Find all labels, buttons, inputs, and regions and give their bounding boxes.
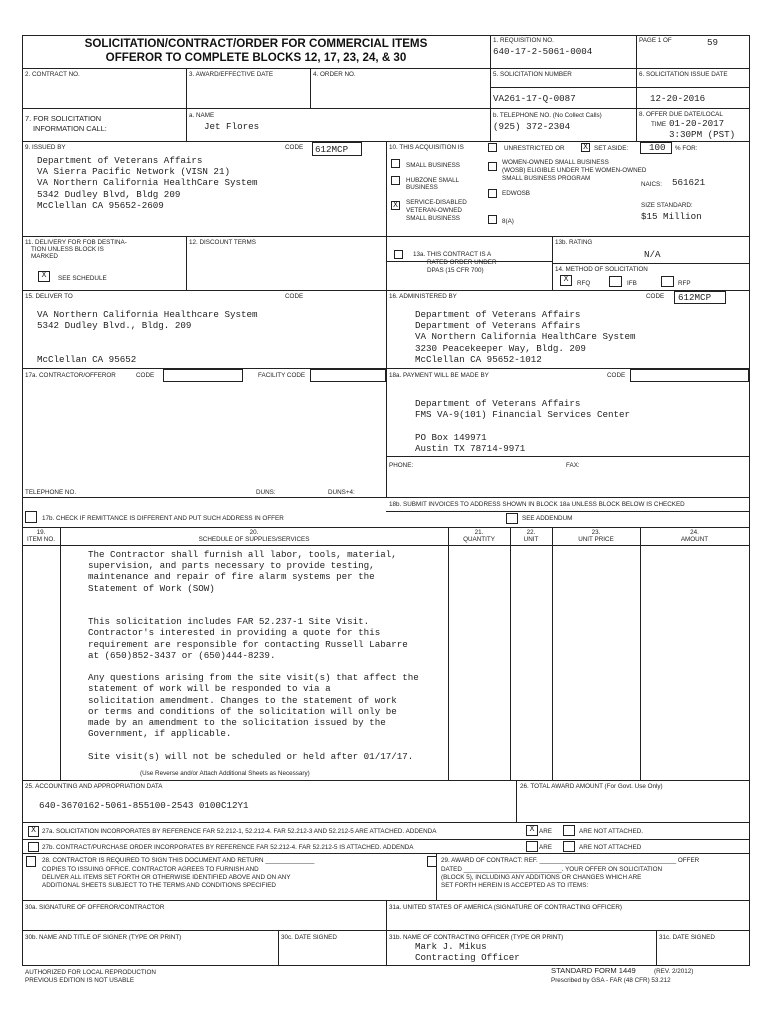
b30b-label: 30b. NAME AND TITLE OF SIGNER (TYPE OR PRINT)	[25, 934, 182, 941]
b14-label: 14. METHOD OF SOLICITATION	[555, 266, 648, 273]
col20-num: 20.	[249, 529, 259, 536]
footer-reproduction: AUTHORIZED FOR LOCAL REPRODUCTION	[25, 969, 156, 976]
wosb-label: WOMEN-OWNED SMALL BUSINESS	[502, 159, 609, 166]
remittance-checkbox[interactable]	[25, 511, 37, 523]
eight-a-label: 8(A)	[502, 218, 514, 225]
rule	[22, 822, 750, 823]
footer-prescribed: Prescribed by GSA - FAR (48 CFR) 53.212	[551, 977, 671, 984]
solicitation-number: VA261-17-Q-0087	[493, 93, 576, 104]
form-title: SOLICITATION/CONTRACT/ORDER FOR COMMERCIAL ITEMS	[84, 37, 428, 50]
b9-code: 612MCP	[315, 144, 349, 155]
rated-order-checkbox[interactable]	[394, 250, 403, 259]
hubzone-checkbox[interactable]	[391, 176, 400, 185]
b28-checkbox[interactable]	[26, 856, 36, 867]
size-std-value: $15 Million	[641, 211, 702, 222]
rule	[490, 87, 750, 88]
col23-header: UNIT PRICE	[578, 536, 614, 543]
rule	[60, 527, 61, 780]
b31a-label: 31a. UNITED STATES OF AMERICA (SIGNATURE OF CONTRACTING OFFICER)	[389, 904, 623, 911]
size-std-label: SIZE STANDARD:	[641, 202, 693, 209]
page-count: 59	[707, 37, 719, 48]
b16-code: 612MCP	[678, 292, 712, 303]
b18a-label: 18a. PAYMENT WILL BE MADE BY	[389, 372, 489, 379]
b8-label: 8. OFFER DUE DATE/LOCAL	[639, 111, 723, 118]
b8-time-label: TIME	[651, 121, 667, 128]
b28-label-3: DELIVER ALL ITEMS SET FORTH OR OTHERWISE IDENTIFIED ABOVE AND ON ANY	[42, 874, 291, 881]
sdvosb-label: SERVICE-DISABLED	[406, 199, 467, 206]
eight-a-checkbox[interactable]	[488, 215, 497, 224]
small-business-label: SMALL BUSINESS	[406, 162, 461, 169]
see-schedule-checkbox[interactable]: X	[38, 271, 50, 282]
b27b-are-label: ARE	[539, 844, 552, 851]
b27a-are-checkbox[interactable]: X	[526, 825, 538, 836]
rule	[448, 527, 449, 780]
see-addendum-checkbox[interactable]	[506, 513, 518, 524]
administered-by-address: Department of Veterans Affairs Department of Veterans Affairs VA Northern California HealthCare System 3230 Peacekeeper Way, Bldg. 209 McClellan CA 95652-1012	[415, 309, 636, 365]
offer-due-date: 01-20-2017	[669, 118, 725, 129]
unrestricted-label: UNRESTRICTED OR	[504, 145, 565, 152]
b31c-label: 31c. DATE SIGNED	[659, 934, 715, 941]
b27b-checkbox[interactable]	[28, 842, 39, 852]
offer-due-time: 3:30PM (PST)	[669, 129, 736, 140]
page-label: PAGE 1 OF	[639, 37, 672, 44]
rule	[186, 68, 187, 108]
rule	[22, 35, 23, 965]
b15-label: 15. DELIVER TO	[25, 293, 73, 300]
sdvosb-checkbox[interactable]: X	[391, 201, 400, 210]
col24-header: AMOUNT	[680, 536, 709, 543]
b11-label: 11. DELIVERY FOR FOB DESTINA-	[25, 239, 127, 246]
wosb-label-3: SMALL BUSINESS PROGRAM	[502, 175, 591, 182]
contractor-code-field[interactable]	[163, 369, 243, 382]
rule	[22, 35, 750, 36]
req-label: 1. REQUISITION NO.	[493, 37, 554, 44]
rule	[490, 35, 491, 141]
rule	[310, 68, 311, 108]
col21-header: QUANTITY	[463, 536, 495, 543]
reverse-note: (Use Reverse and/or Attach Additional Sheets as Necessary)	[140, 770, 310, 777]
b27a-checkbox[interactable]: X	[28, 826, 39, 837]
facility-code-label: FACILITY CODE	[258, 372, 306, 379]
issued-by-address: Department of Veterans Affairs VA Sierra Pacific Network (VISN 21) VA Northern California HealthCare System 5342 Dudley Blvd, Bldg 209 McClellan CA 95652-2609	[37, 155, 258, 211]
b27a-are-not-checkbox[interactable]	[563, 825, 575, 836]
rule	[22, 965, 750, 966]
rule	[636, 35, 637, 141]
rule	[386, 456, 750, 457]
b27a-are-not-label: ARE NOT ATTACHED.	[579, 828, 644, 835]
b26-label: 26. TOTAL AWARD AMOUNT (For Govt. Use Only)	[520, 783, 663, 790]
b11-label-2: TION UNLESS BLOCK IS	[31, 246, 104, 253]
wosb-checkbox[interactable]	[488, 162, 497, 171]
rating-value: N/A	[644, 249, 661, 260]
phone-label: PHONE:	[389, 462, 414, 469]
rfp-checkbox[interactable]	[661, 276, 674, 287]
schedule-description: The Contractor shall furnish all labor, tools, material, supervision, and parts necessary to provide testing, maintenance and repair of fire alarm systems per the Statement of Work (SOW) This solicitation includes FAR 52.237-1 Site Visit. Contractor's interested in providing a quote for this requirement are responsible for contacting Russell Labarre at (650)852-3437 or (650)444-8239. Any questions arising from the site visit(s) that affect the statement of work will be responded to via a solicitation amendment. Changes to the statement of work or terms and conditions of the solicitation will only be made by an amendment to the solicitation issued by the Government, if applicable. Site visit(s) will not be scheduled or held after 01/17/17.	[88, 549, 419, 762]
b18b-label: 18b. SUBMIT INVOICES TO ADDRESS SHOWN IN BLOCK 18a UNLESS BLOCK BELOW IS CHECKED	[389, 501, 685, 508]
b10-label: 10. THIS ACQUISITION IS	[389, 144, 464, 151]
accounting-data: 640-3670162-5061-855100-2543 0100C12Y1	[39, 800, 249, 811]
col19-num: 19.	[36, 529, 46, 536]
b15-code-label: CODE	[285, 293, 304, 300]
rule	[656, 930, 657, 965]
edwosb-checkbox[interactable]	[488, 189, 497, 198]
b7-label: 7. FOR SOLICITATION	[25, 114, 102, 123]
ifb-checkbox[interactable]	[609, 276, 622, 287]
req-value: 640-17-2-5061-0004	[493, 46, 593, 57]
rule	[278, 930, 279, 965]
ifb-label: IFB	[627, 280, 637, 287]
small-business-checkbox[interactable]	[391, 159, 400, 168]
duns4-label: DUNS+4:	[328, 489, 355, 496]
b13a-label-3: DPAS (15 CFR 700)	[427, 267, 484, 274]
b30c-label: 30c. DATE SIGNED	[281, 934, 337, 941]
col19-header: ITEM NO.	[27, 536, 55, 543]
rule	[22, 853, 750, 854]
rule	[22, 839, 750, 840]
rule	[186, 108, 187, 141]
b31b-label: 31b. NAME OF CONTRACTING OFFICER (TYPE OR PRINT)	[389, 934, 564, 941]
rfp-label: RFP	[678, 280, 691, 287]
naics-value: 561621	[672, 177, 706, 188]
b6-label: 6. SOLICITATION ISSUE DATE	[639, 71, 728, 78]
col22-header: UNIT	[523, 536, 539, 543]
b27a-label: 27a. SOLICITATION INCORPORATES BY REFERENCE FAR 52.212-1, 52.212-4. FAR 52.212-3 AND 52.212-5 ARE ATTACHED. ADDENDA	[42, 828, 437, 835]
set-aside-checkbox[interactable]: X	[581, 143, 590, 152]
edwosb-label: EDWOSB	[502, 190, 530, 197]
b18a-code-label: CODE	[607, 372, 626, 379]
b25-label: 25. ACCOUNTING AND APPROPRIATION DATA	[25, 783, 163, 790]
b29-label: 29. AWARD OF CONTRACT: REF. _______________________________________ OFFER	[441, 857, 700, 864]
contact-name: Jet Flores	[204, 121, 260, 132]
see-addendum-label: SEE ADDENDUM	[522, 515, 573, 522]
col24-num: 24.	[690, 529, 699, 536]
b7a-label: a. NAME	[189, 112, 215, 119]
naics-label: NAICS:	[641, 181, 662, 188]
rule	[552, 263, 750, 264]
unrestricted-checkbox[interactable]	[488, 143, 497, 152]
rule	[552, 527, 553, 780]
rule	[386, 511, 750, 512]
b28-label-4: ADDITIONAL SHEETS SUBJECT TO THE TERMS AND CONDITIONS SPECIFIED	[42, 882, 276, 889]
pct-for-label: % FOR:	[675, 145, 698, 152]
rule	[749, 35, 750, 965]
b11-label-3: MARKED	[31, 253, 58, 260]
hubzone-label-2: BUSINESS	[406, 184, 438, 191]
b16-code-label: CODE	[646, 293, 665, 300]
form-subtitle: OFFEROR TO COMPLETE BLOCKS 12, 17, 23, 24, & 30	[105, 51, 407, 64]
rfq-label: RFQ	[577, 280, 591, 287]
issue-date: 12-20-2016	[650, 93, 706, 104]
rule	[22, 497, 750, 498]
b13b-label: 13b. RATING	[555, 239, 593, 246]
b17a-code-label: CODE	[136, 372, 155, 379]
b27b-are-checkbox[interactable]	[526, 841, 538, 852]
rule	[386, 900, 387, 965]
rule	[552, 236, 553, 290]
b29-label-4: SET FORTH HEREIN IS ACCEPTED AS TO ITEMS:	[441, 882, 589, 889]
b29-checkbox[interactable]	[427, 856, 437, 867]
b9-label: 9. ISSUED BY	[25, 144, 66, 151]
col23-num: 23.	[591, 529, 601, 536]
b27a-are-label: ARE	[539, 828, 552, 835]
rule	[22, 780, 750, 781]
footer-edition: PREVIOUS EDITION IS NOT USABLE	[25, 977, 135, 984]
b27b-are-not-label: ARE NOT ATTACHED	[579, 844, 642, 851]
b29-label-2: DATED ____________________________. YOUR OFFER ON SOLICITATION	[441, 866, 663, 873]
b27b-are-not-checkbox[interactable]	[563, 841, 575, 852]
b17a-label: 17a. CONTRACTOR/OFFEROR	[25, 372, 116, 379]
contact-phone: (925) 372-2304	[493, 121, 571, 132]
set-aside-label: SET ASIDE:	[594, 145, 629, 152]
b7b-label: b. TELEPHONE NO. (No Collect Calls)	[493, 112, 602, 119]
sdvosb-label-2: VETERAN-OWNED	[406, 207, 462, 214]
b29-label-3: (BLOCK 5), INCLUDING ANY ADDITIONS OR CHANGES WHICH ARE	[441, 874, 642, 881]
b17b-label: 17b. CHECK IF REMITTANCE IS DIFFERENT AND PUT SUCH ADDRESS IN OFFER	[42, 515, 284, 522]
b5-label: 5. SOLICITATION NUMBER	[493, 71, 572, 78]
b13a-label: 13a. THIS CONTRACT IS A	[413, 251, 492, 258]
b13a-label-2: RATED ORDER UNDER	[427, 259, 497, 266]
b28-label-2: COPIES TO ISSUING OFFICE. CONTRACTOR AGREES TO FURNISH AND	[42, 866, 259, 873]
see-schedule-label: SEE SCHEDULE	[58, 275, 107, 282]
sdvosb-label-3: SMALL BUSINESS	[406, 215, 461, 222]
rule	[386, 141, 387, 497]
b12-label: 12. DISCOUNT TERMS	[189, 239, 256, 246]
b28-label: 28. CONTRACTOR IS REQUIRED TO SIGN THIS DOCUMENT AND RETURN ______________	[42, 857, 315, 864]
payment-address: Department of Veterans Affairs FMS VA-9(101) Financial Services Center PO Box 149971 Austin TX 78714-9971	[415, 398, 631, 454]
footer-rev: (REV. 2/2012)	[654, 968, 694, 975]
b4-label: 4. ORDER NO.	[313, 71, 356, 78]
b7-label-2: INFORMATION CALL:	[33, 124, 107, 133]
footer-form-name: STANDARD FORM 1449	[551, 966, 636, 975]
payment-code-field[interactable]	[630, 369, 749, 382]
duns-label: DUNS:	[256, 489, 276, 496]
rule	[22, 68, 750, 69]
fax-label: FAX:	[566, 462, 580, 469]
telephone-label: TELEPHONE NO.	[25, 489, 77, 496]
contracting-officer: Mark J. Mikus Contracting Officer	[415, 941, 520, 964]
b3-label: 3. AWARD/EFFECTIVE DATE	[189, 71, 274, 78]
col21-num: 21.	[474, 529, 484, 536]
b2-label: 2. CONTRACT NO.	[25, 71, 80, 78]
hubzone-label: HUBZONE SMALL	[406, 177, 460, 184]
col22-num: 22.	[526, 529, 536, 536]
rule	[186, 236, 187, 290]
col20-header: SCHEDULE OF SUPPLIES/SERVICES	[198, 536, 310, 543]
wosb-label-2: (WOSB) ELIGIBLE UNDER THE WOMEN-OWNED	[502, 167, 647, 174]
rfq-checkbox[interactable]: X	[560, 275, 572, 286]
rule	[510, 527, 511, 780]
rule	[22, 108, 750, 109]
rule	[640, 527, 641, 780]
b27b-label: 27b. CONTRACT/PURCHASE ORDER INCORPORATES BY REFERENCE FAR 52.212-4. FAR 52.212-5 IS ATTACHED. ADDENDA	[42, 844, 414, 851]
rule	[516, 780, 517, 822]
set-aside-pct: 100	[649, 142, 666, 153]
deliver-to-address: VA Northern California Healthcare System 5342 Dudley Blvd., Bldg. 209 McClellan CA 95652	[37, 309, 258, 365]
b30a-label: 30a. SIGNATURE OF OFFEROR/CONTRACTOR	[25, 904, 165, 911]
facility-code-field[interactable]	[310, 369, 386, 382]
b16-label: 16. ADMINISTERED BY	[389, 293, 457, 300]
b9-code-label: CODE	[285, 144, 304, 151]
